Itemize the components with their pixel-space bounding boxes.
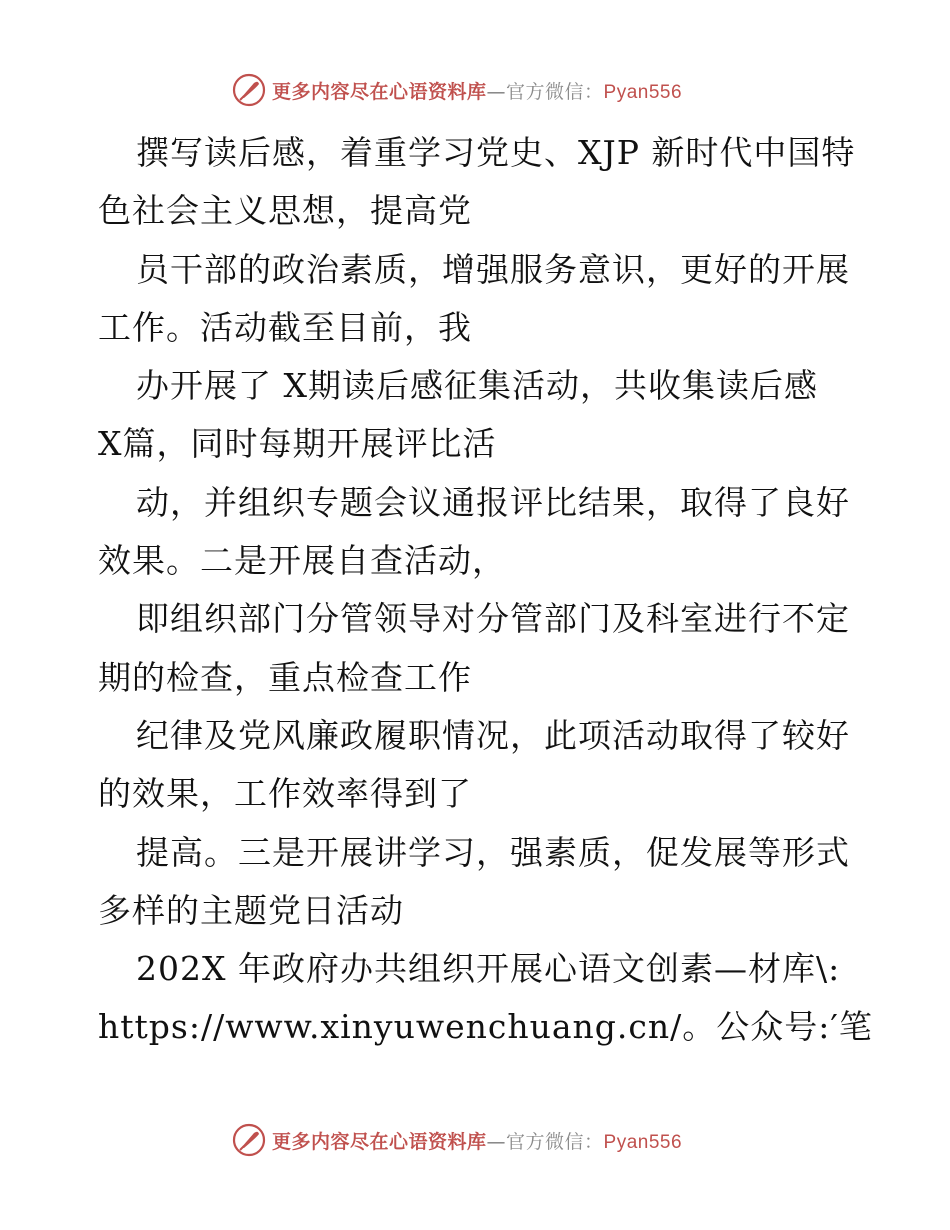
header-banner: [232, 70, 682, 110]
text-line: 动，并组织专题会议通报评比结果，取得了良好: [136, 482, 850, 522]
red-quill-logo-icon: [232, 73, 266, 107]
text-line: 纪律及党风廉政履职情况，此项活动取得了较好: [136, 715, 850, 755]
header-banner-text: [272, 77, 682, 104]
text-line: 期的检查，重点检查工作: [98, 657, 472, 697]
banner-main-text: 更多内容尽在心语资料库: [272, 80, 487, 103]
text-line: 员干部的政治素质，增强服务意识，更好的开展: [136, 249, 850, 289]
document-body: [98, 124, 873, 1057]
text-line: 202X 年政府办共组织开展心语文创素—材库\:: [136, 949, 841, 989]
banner-wechat-label: 官方微信：: [506, 80, 604, 103]
text-line: 的效果，工作效率得到了: [98, 774, 472, 814]
banner-main-text: 更多内容尽在心语资料库: [272, 1130, 487, 1153]
banner-wechat-id: Pyan556: [603, 1131, 683, 1153]
text-line: 色社会主义思想，提高党: [98, 191, 472, 231]
banner-wechat-label: 官方微信：: [506, 1130, 604, 1153]
footer-banner: [232, 1120, 682, 1160]
banner-wechat-id: Pyan556: [603, 81, 683, 103]
text-line: 效果。二是开展自查活动，: [98, 541, 506, 581]
text-line: 工作。活动截至目前，我: [98, 307, 472, 347]
red-quill-logo-icon: [232, 1123, 266, 1157]
text-line: 多样的主题党日活动: [98, 890, 404, 930]
text-line: X篇，同时每期开展评比活: [98, 424, 497, 464]
banner-separator: —: [486, 80, 507, 103]
text-line: 即组织部门分管领导对分管部门及科室进行不定: [136, 599, 850, 639]
text-line: 提高。三是开展讲学习，强素质，促发展等形式: [136, 832, 850, 872]
banner-separator: —: [486, 1130, 507, 1153]
text-line: 撰写读后感，着重学习党史、XJP 新时代中国特: [136, 133, 856, 172]
footer-banner-text: [272, 1127, 682, 1154]
text-line: 办开展了 X期读后感征集活动，共收集读后感: [136, 366, 818, 406]
text-line-url: https://www.xinyuwenchuang.cn/。公众号:′笔: [98, 1007, 873, 1047]
